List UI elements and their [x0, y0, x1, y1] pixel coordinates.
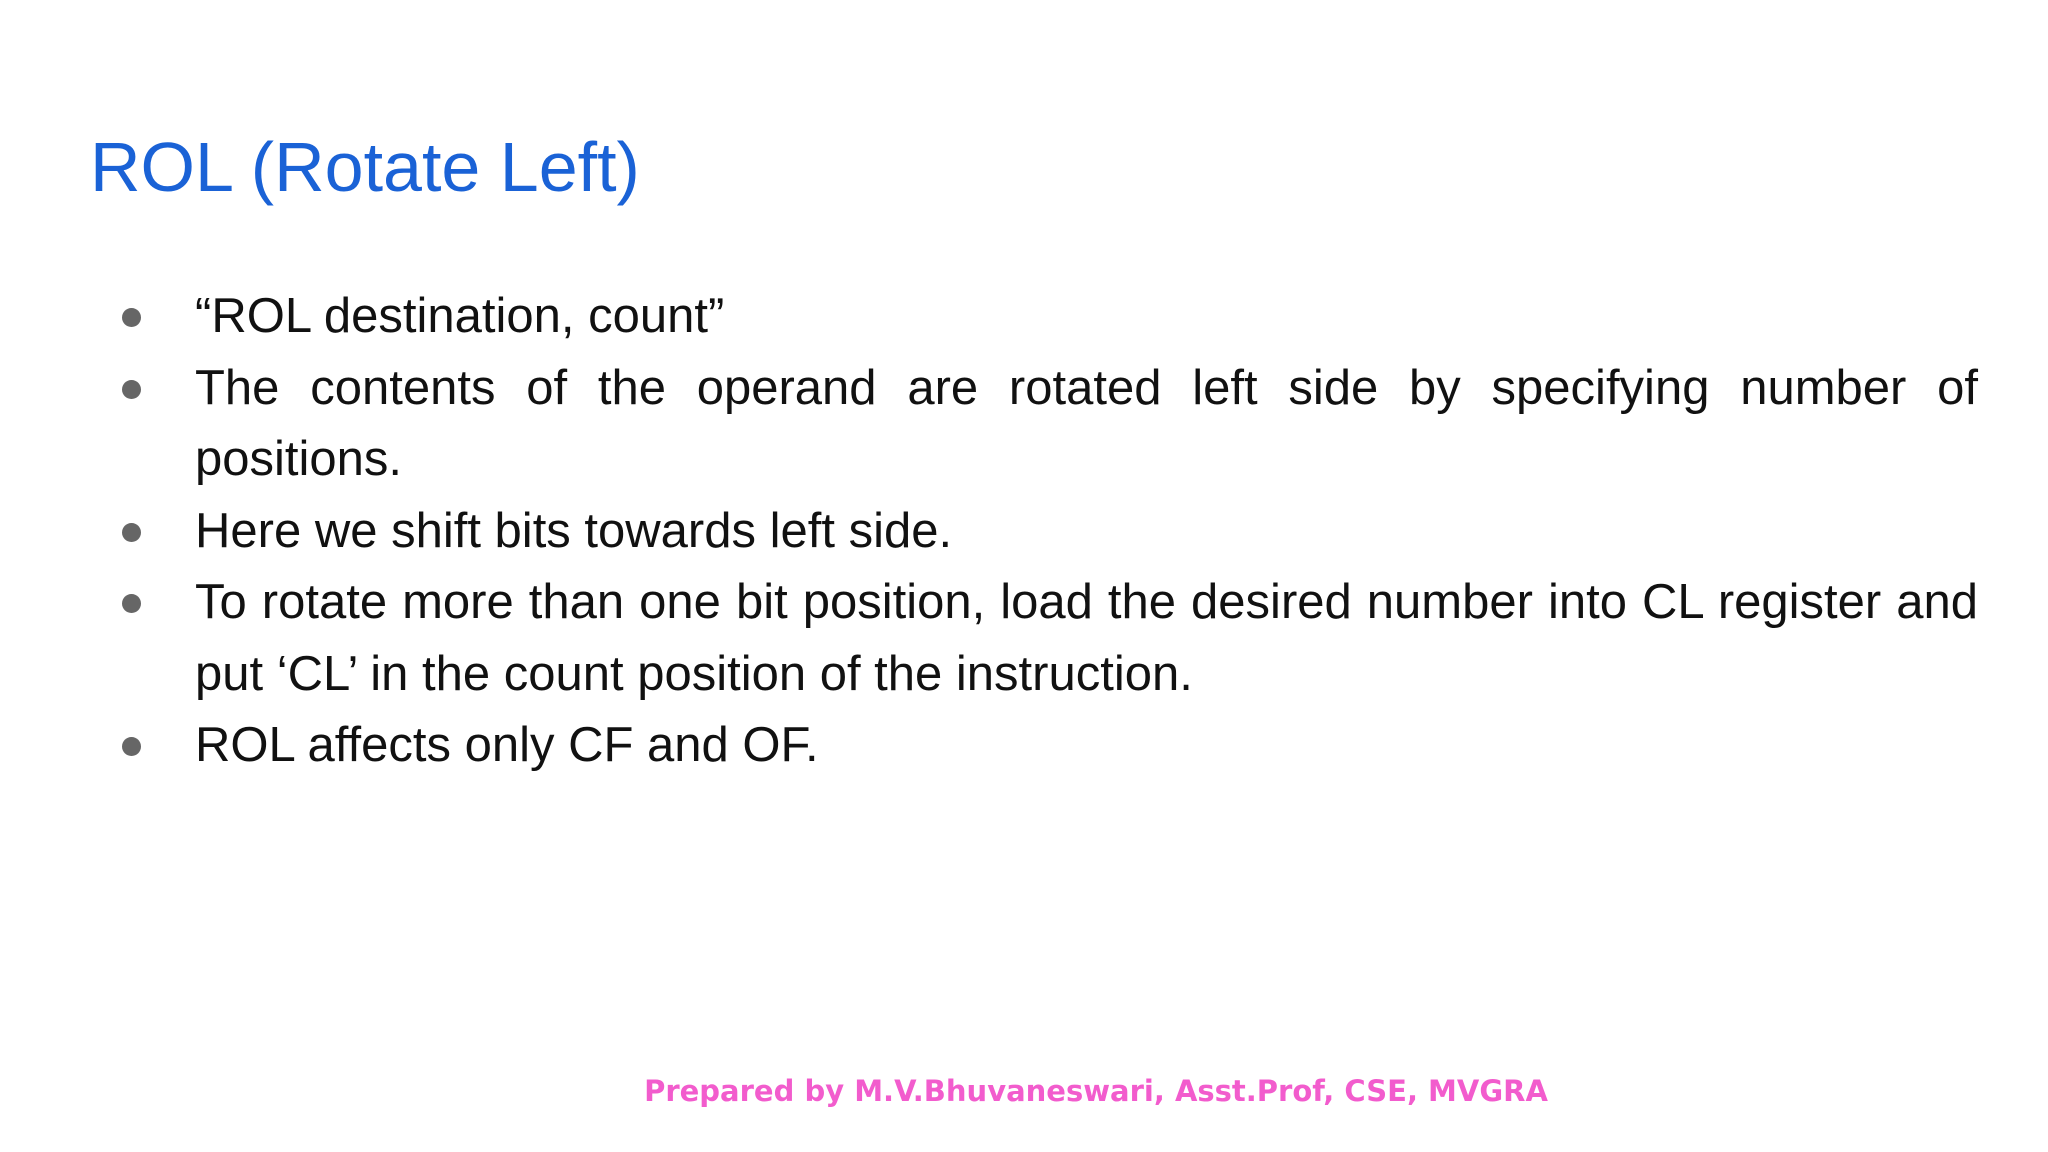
bullet-text: “ROL destination, count” [195, 289, 725, 343]
bullet-dot-icon [122, 594, 141, 613]
bullet-text: To rotate more than one bit position, load the desired number into CL register and put ‘CL’ in the count position of the instruction. [195, 575, 1978, 701]
bullet-dot-icon [122, 308, 141, 327]
bullet-text: The contents of the operand are rotated left side by specifying number of positions. [195, 360, 1978, 486]
bullet-dot-icon [122, 737, 141, 756]
bullet-text: Here we shift bits towards left side. [195, 503, 953, 558]
bullet-list [118, 281, 1978, 782]
bullet-item [118, 281, 1978, 353]
bullet-dot-icon [122, 380, 141, 399]
footer-credit: Prepared by M.V.Bhuvaneswari, Asst.Prof, CSE, MVGRA [644, 1074, 1548, 1108]
slide-title: ROL (Rotate Left) [90, 128, 640, 206]
bullet-text: ROL affects only CF and OF. [195, 718, 819, 772]
bullet-item [118, 710, 1978, 782]
bullet-item [118, 496, 1978, 568]
bullet-item [118, 567, 1978, 710]
bullet-item [118, 353, 1978, 496]
bullet-dot-icon [122, 523, 141, 542]
